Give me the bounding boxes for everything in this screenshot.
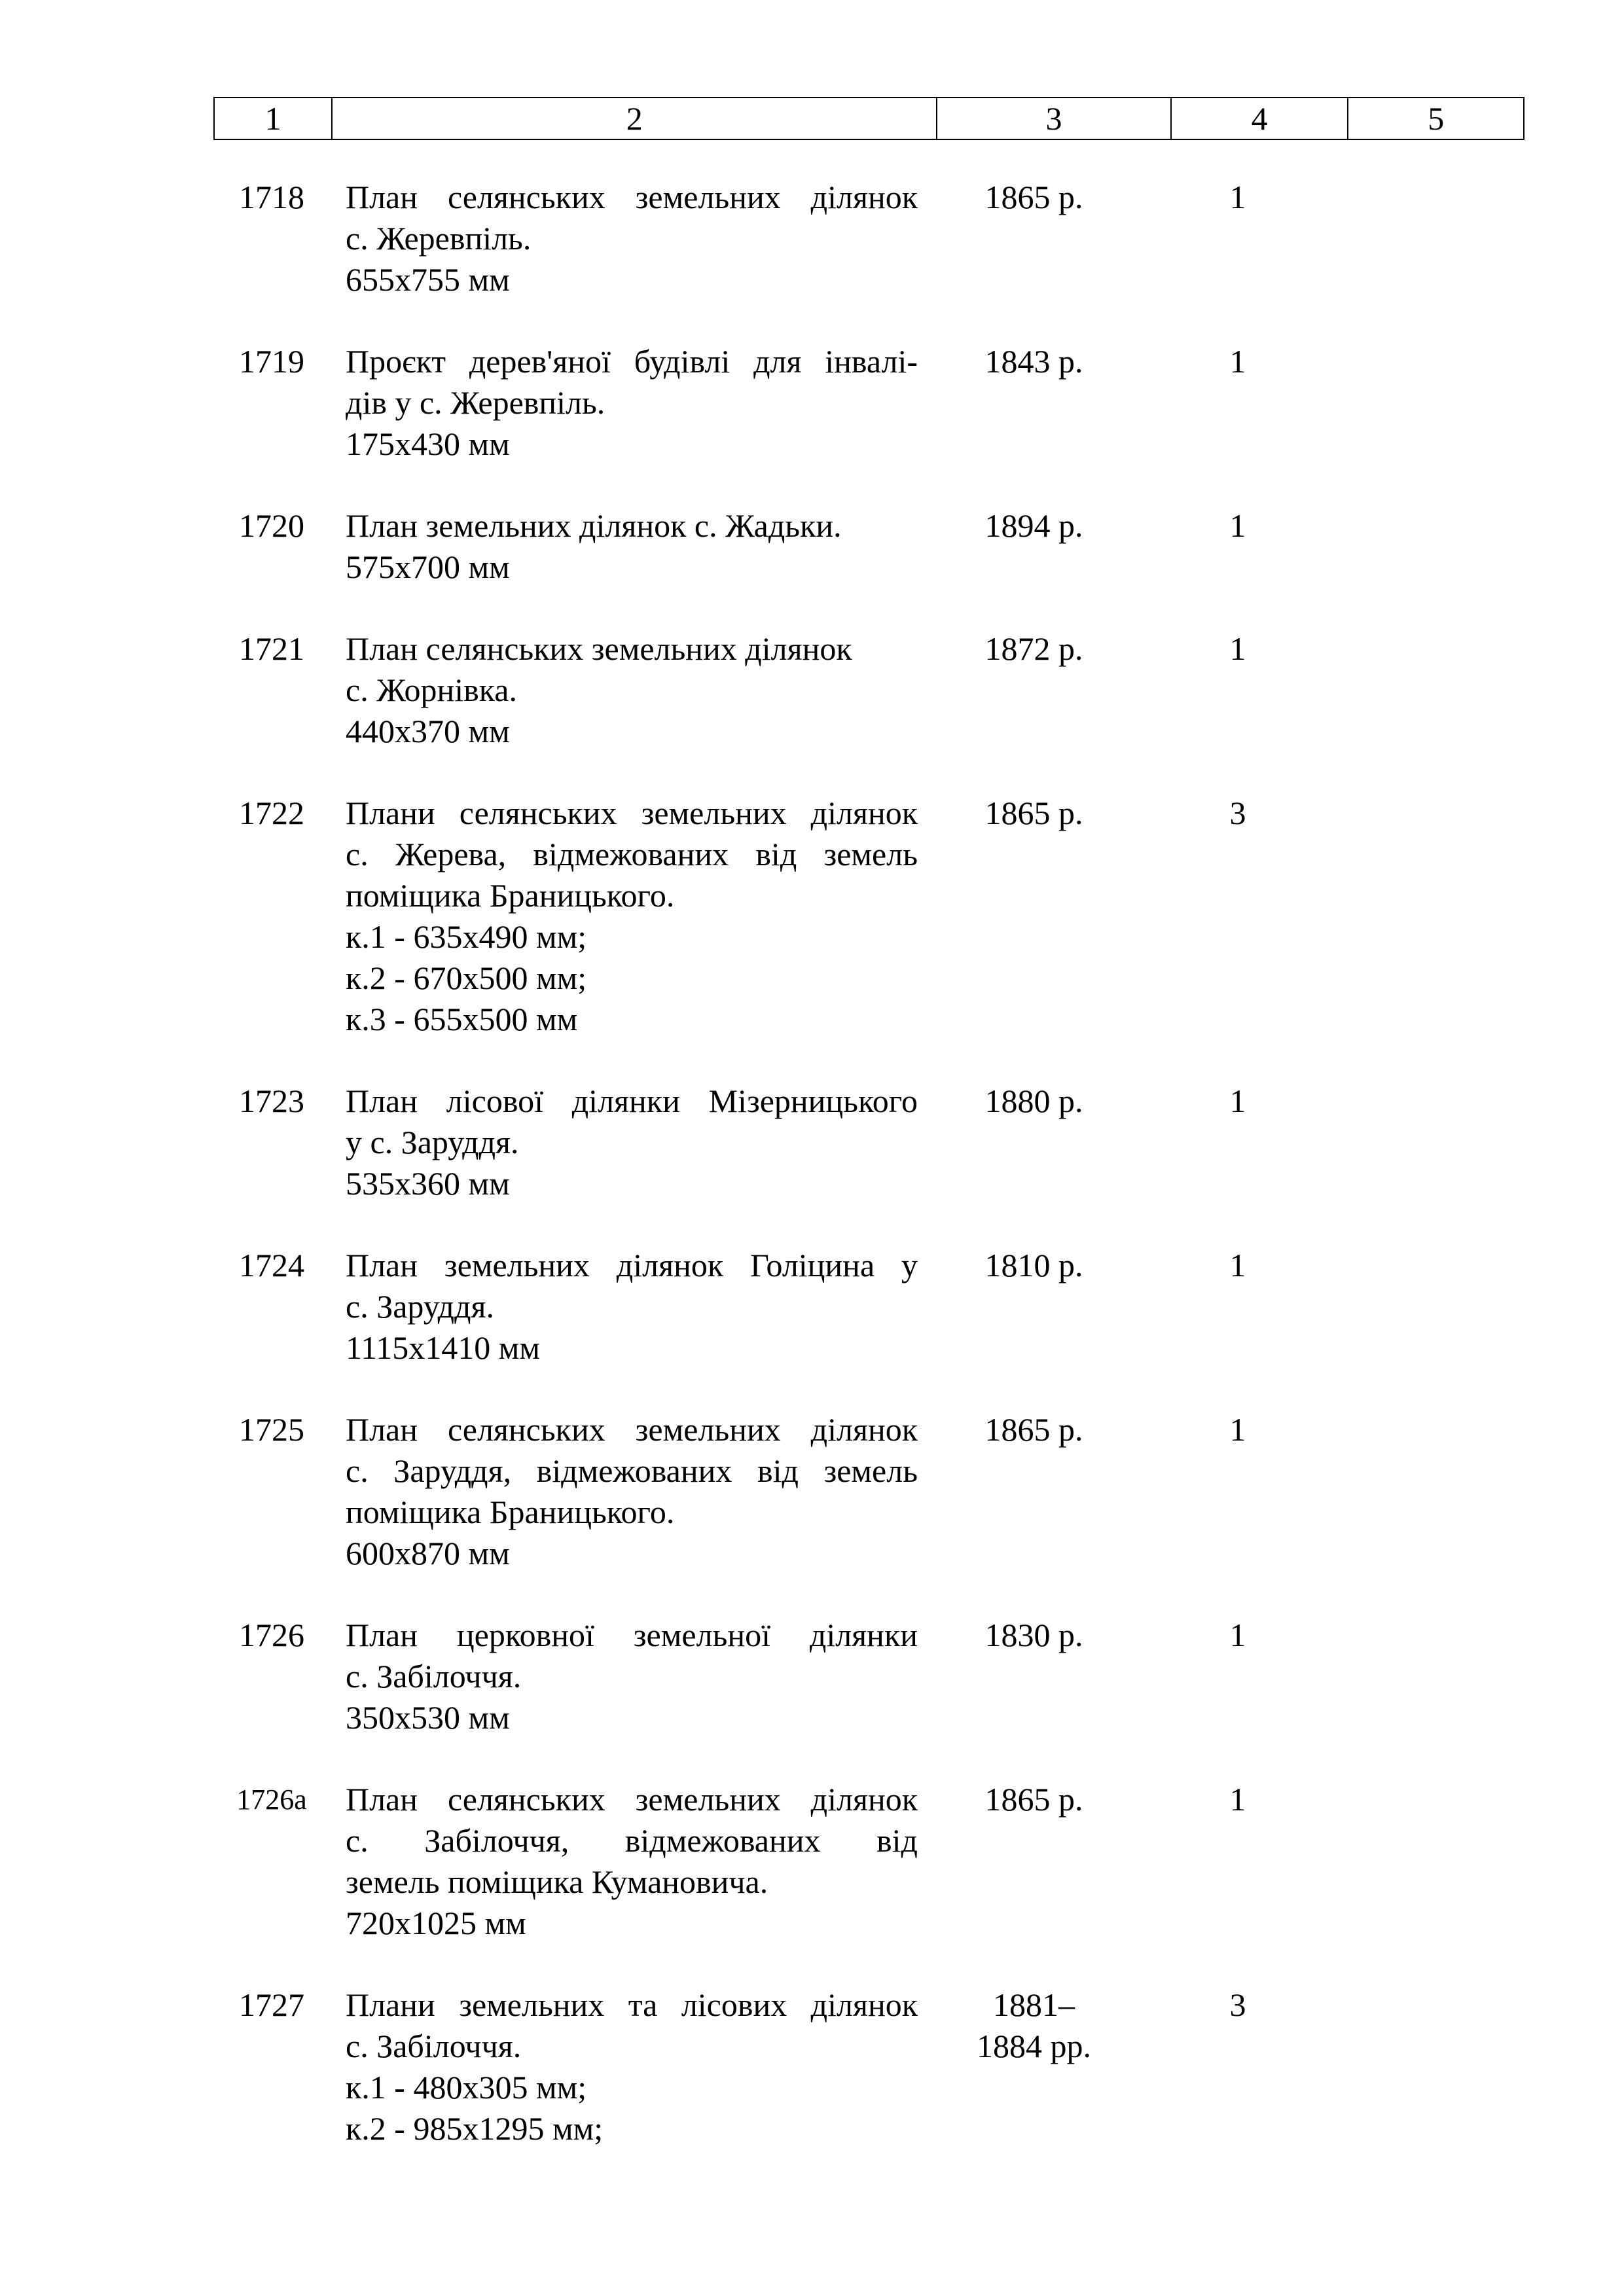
entries-list xyxy=(213,177,1525,2190)
desc-line: с. Жерева, відмежованих від земель xyxy=(346,836,918,872)
desc-line: 175х430 мм xyxy=(346,425,510,462)
desc-line: План лісової ділянки Мізерницького xyxy=(346,1083,918,1119)
item-description xyxy=(346,1245,918,1369)
date-line: 1865 р. xyxy=(984,179,1083,215)
list-item xyxy=(213,1615,1525,1738)
item-quantity: 1 xyxy=(1229,630,1246,667)
item-number: 1718 xyxy=(239,179,304,215)
item-number: 1724 xyxy=(239,1247,304,1283)
item-note xyxy=(1326,1245,1500,1369)
item-date xyxy=(918,341,1150,465)
item-note xyxy=(1326,793,1500,1040)
item-note xyxy=(1326,1409,1500,1574)
item-number: 1723 xyxy=(239,1083,304,1119)
item-description xyxy=(346,628,918,752)
desc-line: поміщика Браницького. xyxy=(346,1494,675,1530)
list-item xyxy=(213,1245,1525,1369)
desc-line: План селянських земельних ділянок xyxy=(346,630,852,667)
item-description xyxy=(346,177,918,300)
desc-line: к.1 - 480х305 мм; xyxy=(346,2069,587,2106)
desc-line: земель поміщика Кумановича. xyxy=(346,1863,768,1900)
desc-line: с. Жеревпіль. xyxy=(346,220,532,257)
item-description xyxy=(346,1779,918,1944)
desc-line: 440х370 мм xyxy=(346,713,510,749)
desc-line: Плани селянських земельних ділянок xyxy=(346,795,918,831)
desc-line: План земельних ділянок Голіцина у xyxy=(346,1247,918,1283)
header-col-3: 3 xyxy=(937,98,1171,139)
header-col-2: 2 xyxy=(332,98,937,139)
item-date xyxy=(918,177,1150,300)
item-description xyxy=(346,341,918,465)
list-item xyxy=(213,628,1525,752)
column-number-header xyxy=(213,97,1525,140)
date-line: 1843 р. xyxy=(984,343,1083,380)
list-item xyxy=(213,1081,1525,1204)
header-col-4: 4 xyxy=(1171,98,1348,139)
desc-line: 720х1025 мм xyxy=(346,1905,526,1941)
item-note xyxy=(1326,505,1500,588)
item-quantity: 1 xyxy=(1229,1083,1246,1119)
item-note xyxy=(1326,177,1500,300)
item-quantity: 1 xyxy=(1229,1781,1246,1818)
item-date xyxy=(918,1779,1150,1944)
item-description xyxy=(346,793,918,1040)
desc-line: Проєкт дерев'яної будівлі для інвалі- xyxy=(346,343,918,380)
desc-line: 575х700 мм xyxy=(346,548,510,585)
item-date xyxy=(918,1081,1150,1204)
item-number: 1725 xyxy=(239,1411,304,1448)
desc-line: поміщика Браницького. xyxy=(346,877,675,914)
date-line: 1894 р. xyxy=(984,507,1083,544)
item-number: 1720 xyxy=(239,507,304,544)
desc-line: с. Забілоччя. xyxy=(346,2028,522,2064)
desc-line: с. Жорнівка. xyxy=(346,672,517,708)
list-item xyxy=(213,1409,1525,1574)
item-date xyxy=(918,1409,1150,1574)
item-description xyxy=(346,505,918,588)
date-line: 1865 р. xyxy=(984,1781,1083,1818)
item-number: 1719 xyxy=(239,343,304,380)
item-date xyxy=(918,628,1150,752)
desc-line: к.2 - 985х1295 мм; xyxy=(346,2110,604,2147)
item-quantity: 1 xyxy=(1229,179,1246,215)
desc-line: к.2 - 670х500 мм; xyxy=(346,960,587,996)
item-note xyxy=(1326,1779,1500,1944)
item-quantity: 1 xyxy=(1229,1617,1246,1653)
list-item xyxy=(213,505,1525,588)
desc-line: с. Забілоччя, відмежованих від xyxy=(346,1822,918,1859)
desc-line: 600х870 мм xyxy=(346,1535,510,1571)
header-col-1: 1 xyxy=(214,98,332,139)
desc-line: к.1 - 635х490 мм; xyxy=(346,918,587,955)
item-number: 1722 xyxy=(239,795,304,831)
item-description xyxy=(346,1081,918,1204)
item-date xyxy=(918,1984,1150,2149)
desc-line: План церковної земельної ділянки xyxy=(346,1617,918,1653)
item-note xyxy=(1326,1984,1500,2149)
date-line: 1880 р. xyxy=(984,1083,1083,1119)
item-number: 1726 xyxy=(239,1617,304,1653)
item-date xyxy=(918,1615,1150,1738)
desc-line: План селянських земельних ділянок xyxy=(346,1411,918,1448)
desc-line: дів у с. Жеревпіль. xyxy=(346,384,605,421)
date-line: 1865 р. xyxy=(984,1411,1083,1448)
list-item xyxy=(213,793,1525,1040)
desc-line: 655х755 мм xyxy=(346,261,510,298)
item-note xyxy=(1326,341,1500,465)
date-line: 1872 р. xyxy=(984,630,1083,667)
list-item xyxy=(213,1984,1525,2149)
item-quantity: 1 xyxy=(1229,1411,1246,1448)
desc-line: к.3 - 655х500 мм xyxy=(346,1001,578,1037)
desc-line: с. Забілоччя. xyxy=(346,1658,522,1695)
item-quantity: 3 xyxy=(1229,1986,1246,2023)
item-note xyxy=(1326,1081,1500,1204)
list-item xyxy=(213,1779,1525,1944)
desc-line: План селянських земельних ділянок xyxy=(346,1781,918,1818)
item-date xyxy=(918,1245,1150,1369)
header-row xyxy=(214,98,1524,139)
item-quantity: 1 xyxy=(1229,1247,1246,1283)
date-line: 1865 р. xyxy=(984,795,1083,831)
desc-line: Плани земельних та лісових ділянок xyxy=(346,1986,918,2023)
item-quantity: 1 xyxy=(1229,343,1246,380)
header-col-5: 5 xyxy=(1348,98,1524,139)
date-line: 1830 р. xyxy=(984,1617,1083,1653)
desc-line: с. Заруддя. xyxy=(346,1288,495,1325)
item-quantity: 1 xyxy=(1229,507,1246,544)
item-description xyxy=(346,1409,918,1574)
list-item xyxy=(213,341,1525,465)
item-note xyxy=(1326,1615,1500,1738)
item-number: 1726а xyxy=(236,1784,307,1816)
date-line: 1810 р. xyxy=(984,1247,1083,1283)
item-number: 1721 xyxy=(239,630,304,667)
item-date xyxy=(918,793,1150,1040)
desc-line: План земельних ділянок с. Жадьки. xyxy=(346,507,842,544)
desc-line: у с. Заруддя. xyxy=(346,1124,519,1160)
desc-line: с. Заруддя, відмежованих від земель xyxy=(346,1452,918,1489)
item-description xyxy=(346,1984,918,2149)
item-description xyxy=(346,1615,918,1738)
list-item xyxy=(213,177,1525,300)
item-quantity: 3 xyxy=(1229,795,1246,831)
item-note xyxy=(1326,628,1500,752)
desc-line: План селянських земельних ділянок xyxy=(346,179,918,215)
desc-line: 1115х1410 мм xyxy=(346,1329,541,1366)
item-date xyxy=(918,505,1150,588)
date-line: 1881– xyxy=(993,1986,1075,2023)
item-number: 1727 xyxy=(239,1986,304,2023)
date-line: 1884 рр. xyxy=(977,2028,1091,2064)
desc-line: 350х530 мм xyxy=(346,1699,510,1736)
desc-line: 535х360 мм xyxy=(346,1165,510,1202)
